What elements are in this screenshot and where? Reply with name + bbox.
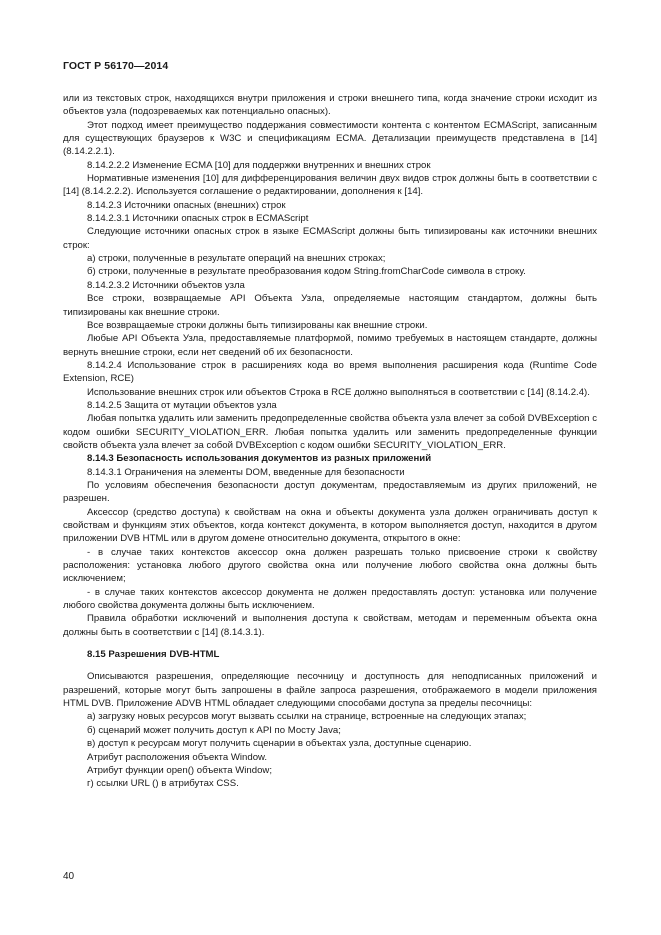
paragraph: Описываются разрешения, определяющие песочницу и доступность для неподписанных приложений и разрешений, которые могут быть запрошены в файле запроса разрешения, отображаемого в модели приложения HTML DVB. Приложение ADVB HTML обладает следующими способами доступа за пределы песочницы: xyxy=(63,671,597,710)
paragraph: Нормативные изменения [10] для дифференцирования величин двух видов строк должны быть в соответствии с [14] (8.14.2.2.2). Используется соглашение о редактировании, дополнения к [14]. xyxy=(63,173,597,198)
paragraph: Аксессор (средство доступа) к свойствам на окна и объекты документа узла должен ограничивать доступ к свойствам и функциям этих объектов, когда контекст документа, в котором выполняется доступ, находится в другом приложении DVB HTML или в другом домене относительно документа, открытого в окне: xyxy=(63,506,597,545)
page-number: 40 xyxy=(63,871,75,882)
list-item: б) строки, полученные в результате преобразования кодом String.fromCharCode символа в строку. xyxy=(87,266,526,278)
list-item: в) доступ к ресурсам могут получить сценарии в объектах узла, доступные сценарию. xyxy=(87,738,472,750)
subsection-heading: 8.14.2.3.1 Источники опасных строк в ECMAScript xyxy=(87,213,309,225)
paragraph: Правила обработки исключений и выполнения доступа к свойствам, методам и переменным объекта окна должны быть в соответствии с [14] (8.14.3.1). xyxy=(63,613,597,638)
document-body xyxy=(63,92,597,791)
paragraph: Все возвращаемые строки должны быть типизированы как внешние строки. xyxy=(87,319,428,331)
paragraph: Все строки, возвращаемые API Объекта Узла, определяемые настоящим стандартом, должны быть типизированы как внешние строки. xyxy=(63,293,597,318)
paragraph: Любая попытка удалить или заменить предопределенные свойства объекта узла влечет за собой DVBException с кодом ошибки SECURITY_VIOLATION_ERR. Любая попытка удалить или заменить предопределенные функции свойств объекта узла влечет за собой DVBException с кодом ошибки SECURITY_VIOLATION_ERR. xyxy=(63,413,597,451)
paragraph: Атрибут функции open() объекта Window; xyxy=(87,764,272,776)
spacer xyxy=(63,661,597,670)
paragraph: Атрибут расположения объекта Window. xyxy=(87,751,268,763)
paragraph: Любые API Объекта Узла, предоставляемые платформой, помимо требуемых в настоящем стандарте, должны вернуть внешние строки, если нет сведений об их безопасности. xyxy=(63,333,597,358)
list-item: - в случае таких контекстов аксессор документа не должен предоставлять доступ: установка или получение любого свойства документа должны быть исключением. xyxy=(63,586,597,612)
subsection-heading: 8.14.2.3.2 Источники объектов узла xyxy=(87,279,245,291)
paragraph: Этот подход имеет преимущество поддержания совместимости контента с контентом ECMAScript, записанным для существующих браузеров к W3C и спецификациям ECMA. Детализации преимуществ представлена в [14] (8.14.2.2.1). xyxy=(63,119,597,158)
subsection-heading: 8.14.2.4 Использование строк в расширениях кода во время выполнения расширения кода (Runtime Code Extension, RCE) xyxy=(63,359,597,385)
paragraph: Следующие источники опасных строк в языке ECMAScript должны быть типизированы как источники внешних строк: xyxy=(63,226,597,251)
list-item: г) ссылки URL () в атрибутах CSS. xyxy=(87,778,239,790)
subsection-heading: 8.14.3.1 Ограничения на элементы DOM, введенные для безопасности xyxy=(87,466,405,478)
standard-designation: ГОСТ Р 56170—2014 xyxy=(63,60,169,72)
list-item: а) строки, полученные в результате операций на внешних строках; xyxy=(87,253,386,265)
paragraph: или из текстовых строк, находящихся внутри приложения и строки внешнего типа, когда значение строки исходит из объектов узла (подозреваемых как потенциально опасных). xyxy=(63,93,597,118)
spacer xyxy=(63,639,597,648)
list-item: а) загрузку новых ресурсов могут вызвать ссылки на странице, встроенные на следующих этапах; xyxy=(87,711,527,723)
list-item: б) сценарий может получить доступ к API по Мосту Java; xyxy=(87,724,341,736)
section-heading: 8.14.3 Безопасность использования документов из разных приложений xyxy=(87,453,432,465)
subsection-heading: 8.14.2.5 Защита от мутации объектов узла xyxy=(87,399,277,411)
list-item: - в случае таких контекстов аксессор окна должен разрешать только присвоение строки к свойству расположения: установка любого другого свойства окна или получение любого свойства окна должны быть исключением; xyxy=(63,546,597,585)
subsection-heading: 8.14.2.3 Источники опасных (внешних) строк xyxy=(87,199,286,211)
section-heading: 8.15 Разрешения DVB-HTML xyxy=(87,649,220,661)
paragraph: По условиям обеспечения безопасности доступ документам, предоставляемым из других приложений, не разрешен. xyxy=(63,479,597,505)
paragraph: Использование внешних строк или объектов Строка в RCE должно выполняться в соответствии с [14] (8.14.2.4). xyxy=(87,386,590,398)
subsection-heading: 8.14.2.2.2 Изменение ECMA [10] для поддержки внутренних и внешних строк xyxy=(87,159,431,171)
